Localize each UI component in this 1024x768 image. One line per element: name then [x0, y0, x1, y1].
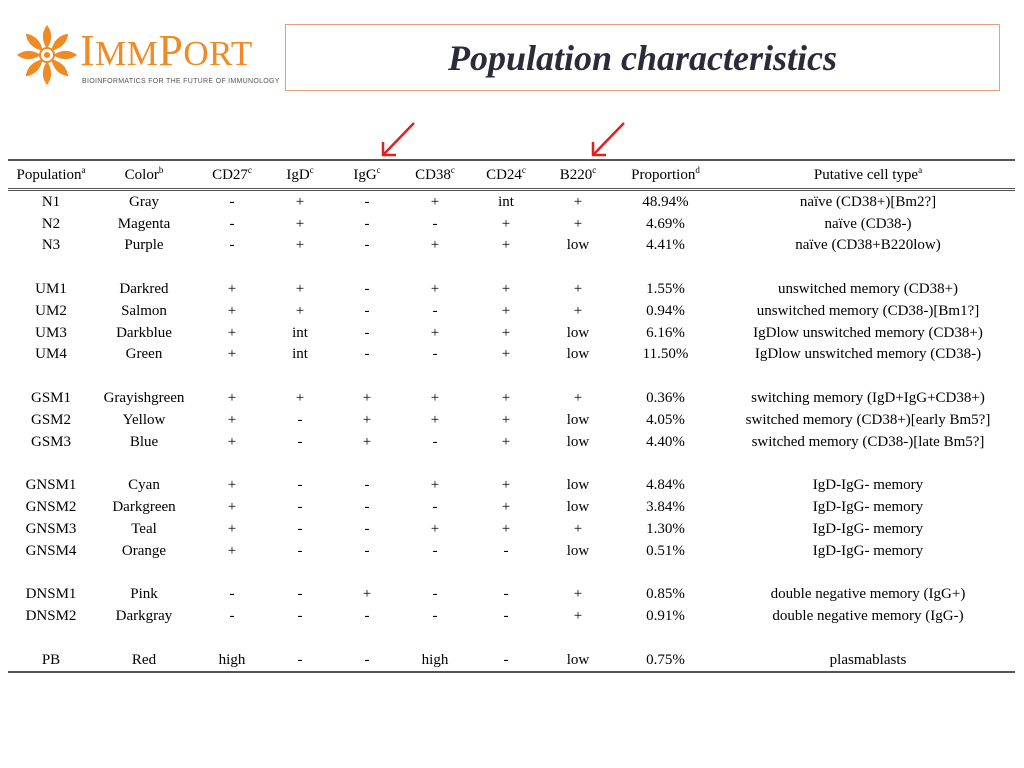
table-cell: + — [501, 390, 511, 407]
table-cell: PB — [8, 649, 94, 672]
table-row — [8, 583, 1015, 605]
table-cell: low — [566, 411, 590, 428]
table-cell: low — [566, 433, 590, 450]
table-cell: + — [362, 390, 372, 407]
footnote-marker: c — [450, 165, 455, 175]
table-cell: IgD-IgG- memory — [812, 542, 924, 559]
table-row — [8, 322, 1015, 344]
column-header-label: CD24 — [486, 167, 522, 183]
table-cell: high — [404, 649, 466, 672]
table-cell: + — [227, 520, 237, 537]
table-cell: IgD-IgG- memory — [812, 520, 924, 537]
table-spacer-row — [8, 627, 1015, 649]
table-spacer-row — [8, 562, 1015, 584]
table-cell: - — [432, 586, 438, 603]
table-cell: + — [430, 411, 440, 428]
page-title: Population characteristics — [447, 37, 838, 78]
table-cell: - — [297, 433, 303, 450]
table-row — [8, 344, 1015, 366]
table-cell: high — [194, 649, 270, 672]
table-cell: Purple — [124, 237, 164, 254]
population-table — [8, 159, 1015, 673]
logo-wordmark: IMMPORT — [80, 26, 253, 75]
footnote-marker: c — [592, 165, 597, 175]
table-cell: 4.84% — [646, 477, 685, 494]
table-cell: - — [432, 215, 438, 232]
table-cell: - — [364, 477, 370, 494]
table-spacer-row — [8, 453, 1015, 475]
table-cell: DNSM1 — [25, 586, 77, 603]
table-cell: UM4 — [35, 346, 67, 363]
table-row — [8, 190, 1015, 213]
table-cell: Pink — [130, 586, 158, 603]
table-cell: low — [566, 542, 590, 559]
table-cell: - — [432, 302, 438, 319]
spacer-cell — [8, 627, 1015, 649]
table-cell: - — [364, 542, 370, 559]
column-header-label: Color — [124, 167, 159, 183]
title-box — [285, 24, 1000, 91]
table-cell: - — [364, 608, 370, 625]
column-header — [546, 160, 610, 190]
table-cell: + — [227, 542, 237, 559]
table-cell: - — [297, 499, 303, 516]
table-cell: - — [364, 520, 370, 537]
table-cell: GSM3 — [30, 433, 71, 450]
table-cell: Darkred — [119, 281, 169, 298]
table-cell: 0.36% — [646, 390, 685, 407]
table-cell: - — [364, 346, 370, 363]
table-cell: 3.84% — [646, 499, 685, 516]
table-cell: - — [229, 608, 235, 625]
table-row — [8, 387, 1015, 409]
table-cell: - — [297, 542, 303, 559]
table-cell: + — [295, 302, 305, 319]
table-cell: + — [227, 477, 237, 494]
table-cell: + — [573, 302, 583, 319]
table-cell: Yellow — [122, 411, 166, 428]
table-cell: UM2 — [35, 302, 67, 319]
table-cell: 0.51% — [646, 542, 685, 559]
table-cell: - — [297, 477, 303, 494]
table-cell: 0.85% — [646, 586, 685, 603]
table-row — [8, 496, 1015, 518]
table-row — [8, 278, 1015, 300]
table-cell: UM3 — [35, 324, 67, 341]
spacer-cell — [8, 365, 1015, 387]
table-row — [8, 213, 1015, 235]
table-cell: low — [566, 499, 590, 516]
table-cell: int — [292, 346, 308, 363]
table-cell: naïve (CD38+B220low) — [795, 237, 941, 254]
table-row — [8, 540, 1015, 562]
table-cell: GSM2 — [30, 411, 71, 428]
table-cell: - — [364, 499, 370, 516]
table-row — [8, 431, 1015, 453]
table-cell: + — [227, 324, 237, 341]
table-cell: - — [229, 215, 235, 232]
table-cell: Darkblue — [116, 324, 172, 341]
table-cell: 0.94% — [646, 302, 685, 319]
table-cell: switched memory (CD38-)[late Bm5?] — [751, 433, 985, 450]
table-cell: GSM1 — [30, 390, 71, 407]
table-cell: - — [229, 586, 235, 603]
table-cell: naïve (CD38-) — [824, 215, 912, 232]
column-header — [8, 160, 94, 190]
table-cell: Grayishgreen — [103, 390, 185, 407]
table-cell: Teal — [131, 520, 157, 537]
table-cell: unswitched memory (CD38+) — [777, 281, 959, 298]
table-cell: Red — [94, 649, 194, 672]
table-cell: - — [364, 215, 370, 232]
table-cell: - — [364, 237, 370, 254]
table-cell: + — [573, 281, 583, 298]
table-cell: + — [295, 237, 305, 254]
table-cell: + — [295, 281, 305, 298]
column-header-label: IgD — [286, 167, 310, 183]
table-cell: - — [270, 649, 330, 672]
table-body — [8, 190, 1015, 672]
spacer-cell — [8, 453, 1015, 475]
table-row — [8, 649, 1015, 672]
table-cell: Cyan — [128, 477, 160, 494]
table-cell: + — [362, 586, 372, 603]
table-cell: + — [295, 215, 305, 232]
table-cell: 11.50% — [642, 346, 689, 363]
table-cell: + — [227, 433, 237, 450]
table-cell: - — [364, 281, 370, 298]
column-header — [194, 160, 270, 190]
column-header-label: Putative cell type — [813, 167, 919, 183]
column-header — [721, 160, 1015, 190]
table-cell: + — [501, 324, 511, 341]
table-cell: - — [432, 346, 438, 363]
table-cell: + — [227, 499, 237, 516]
table-cell: - — [364, 193, 370, 210]
table-cell: - — [364, 302, 370, 319]
table-cell: + — [501, 499, 511, 516]
table-cell: + — [501, 411, 511, 428]
table-cell: low — [546, 649, 610, 672]
table-cell: IgD-IgG- memory — [812, 499, 924, 516]
table-cell: + — [501, 477, 511, 494]
table-cell: low — [566, 346, 590, 363]
table-cell: N3 — [41, 237, 61, 254]
table-cell: + — [501, 281, 511, 298]
table-cell: switching memory (IgD+IgG+CD38+) — [751, 390, 985, 407]
table-cell: - — [432, 608, 438, 625]
column-header-label: CD27 — [212, 167, 248, 183]
column-header — [404, 160, 466, 190]
table-cell: + — [501, 346, 511, 363]
table-cell: - — [364, 324, 370, 341]
table-cell: low — [566, 237, 590, 254]
table-row — [8, 474, 1015, 496]
footnote-marker: a — [81, 165, 86, 175]
table-cell: 0.75% — [610, 649, 721, 672]
spacer-cell — [8, 256, 1015, 278]
table-cell: - — [229, 237, 235, 254]
table-cell: GNSM3 — [25, 520, 77, 537]
table-cell: + — [227, 346, 237, 363]
table-cell: double negative memory (IgG+) — [770, 586, 966, 603]
table-cell: + — [362, 433, 372, 450]
table-cell: - — [297, 586, 303, 603]
table-cell: - — [297, 411, 303, 428]
table-cell: + — [430, 324, 440, 341]
table-cell: Green — [125, 346, 163, 363]
table-row — [8, 605, 1015, 627]
table-cell: 4.05% — [646, 411, 685, 428]
table-cell: + — [295, 390, 305, 407]
table-cell: + — [501, 302, 511, 319]
table-cell: + — [227, 390, 237, 407]
table-cell: Orange — [121, 542, 167, 559]
table-cell: + — [430, 281, 440, 298]
table-cell: + — [501, 237, 511, 254]
table-cell: - — [503, 586, 509, 603]
immport-logo — [14, 20, 280, 96]
table-cell: GNSM1 — [25, 477, 77, 494]
table-cell: 6.16% — [646, 324, 685, 341]
table-cell: + — [430, 477, 440, 494]
arrow-icon-b220 — [588, 120, 628, 160]
table-cell: int — [292, 324, 308, 341]
footnote-marker: c — [309, 165, 314, 175]
table-cell: - — [330, 649, 404, 672]
column-header — [610, 160, 721, 190]
column-header-label: Population — [16, 167, 82, 183]
table-cell: + — [573, 608, 583, 625]
spacer-cell — [8, 562, 1015, 584]
arrow-icon-igg — [378, 120, 418, 160]
footnote-marker: c — [247, 165, 252, 175]
table-row — [8, 518, 1015, 540]
table-cell: 4.41% — [646, 237, 685, 254]
table-cell: + — [501, 433, 511, 450]
table-cell: int — [498, 193, 514, 210]
table-cell: + — [430, 520, 440, 537]
table-cell: 0.91% — [646, 608, 685, 625]
table-cell: + — [430, 193, 440, 210]
table-cell: Gray — [129, 193, 159, 210]
table-cell: + — [362, 411, 372, 428]
table-cell: N1 — [41, 193, 61, 210]
table-cell: - — [503, 608, 509, 625]
table-cell: - — [297, 608, 303, 625]
table-spacer-row — [8, 365, 1015, 387]
table-row — [8, 409, 1015, 431]
logo-tagline: BIOINFORMATICS FOR THE FUTURE OF IMMUNOLOGY — [82, 78, 280, 85]
table-cell: + — [227, 411, 237, 428]
table-cell: + — [501, 520, 511, 537]
footnote-marker: a — [918, 165, 923, 175]
table-cell: N2 — [41, 215, 61, 232]
table-cell: IgDlow unswitched memory (CD38-) — [754, 346, 982, 363]
table-cell: + — [227, 302, 237, 319]
table-cell: + — [573, 390, 583, 407]
table-cell: double negative memory (IgG-) — [772, 608, 964, 625]
table-cell: IgD-IgG- memory — [812, 477, 924, 494]
table-cell: + — [573, 586, 583, 603]
column-header-label: B220 — [559, 167, 593, 183]
table-cell: + — [501, 215, 511, 232]
table-cell: - — [297, 520, 303, 537]
immport-star-icon — [14, 22, 80, 88]
footnote-marker: d — [695, 165, 700, 175]
table-cell: low — [566, 477, 590, 494]
table-spacer-row — [8, 256, 1015, 278]
table-cell: + — [573, 520, 583, 537]
table-cell: + — [227, 281, 237, 298]
table-cell: - — [432, 499, 438, 516]
table-cell: GNSM2 — [25, 499, 77, 516]
table-header-row — [8, 160, 1015, 190]
table-cell: Salmon — [121, 302, 167, 319]
column-header — [94, 160, 194, 190]
column-header-label: Proportion — [631, 167, 696, 183]
table-cell: Magenta — [117, 215, 171, 232]
table-cell: GNSM4 — [25, 542, 77, 559]
table-cell: - — [432, 433, 438, 450]
column-header — [466, 160, 546, 190]
table-cell: + — [573, 193, 583, 210]
column-header-label: IgG — [353, 167, 377, 183]
table-cell: + — [430, 237, 440, 254]
table-cell: Darkgreen — [112, 499, 176, 516]
table-cell: low — [566, 324, 590, 341]
table-cell: 1.30% — [646, 520, 685, 537]
table-cell: - — [432, 542, 438, 559]
table-cell: 4.40% — [646, 433, 685, 450]
table-cell: naïve (CD38+)[Bm2?] — [799, 193, 937, 210]
table-cell: UM1 — [35, 281, 67, 298]
column-header-label: CD38 — [415, 167, 451, 183]
table-cell: Darkgray — [115, 608, 173, 625]
footnote-marker: c — [521, 165, 526, 175]
column-header — [330, 160, 404, 190]
table-cell: IgDlow unswitched memory (CD38+) — [753, 324, 983, 341]
table-cell: 4.69% — [646, 215, 685, 232]
table-cell: plasmablasts — [721, 649, 1015, 672]
table-cell: + — [573, 215, 583, 232]
table-cell: - — [503, 542, 509, 559]
footnote-marker: c — [376, 165, 381, 175]
table-cell: DNSM2 — [25, 608, 77, 625]
table-cell: 1.55% — [646, 281, 685, 298]
table-cell: switched memory (CD38+)[early Bm5?] — [745, 411, 991, 428]
table-cell: Blue — [129, 433, 159, 450]
table-cell: - — [466, 649, 546, 672]
column-header — [270, 160, 330, 190]
table-cell: 48.94% — [642, 193, 689, 210]
table-row — [8, 300, 1015, 322]
table-cell: + — [295, 193, 305, 210]
table-row — [8, 235, 1015, 257]
table-cell: unswitched memory (CD38-)[Bm1?] — [756, 302, 980, 319]
table-cell: - — [229, 193, 235, 210]
table-cell: + — [430, 390, 440, 407]
footnote-marker: b — [158, 165, 164, 175]
